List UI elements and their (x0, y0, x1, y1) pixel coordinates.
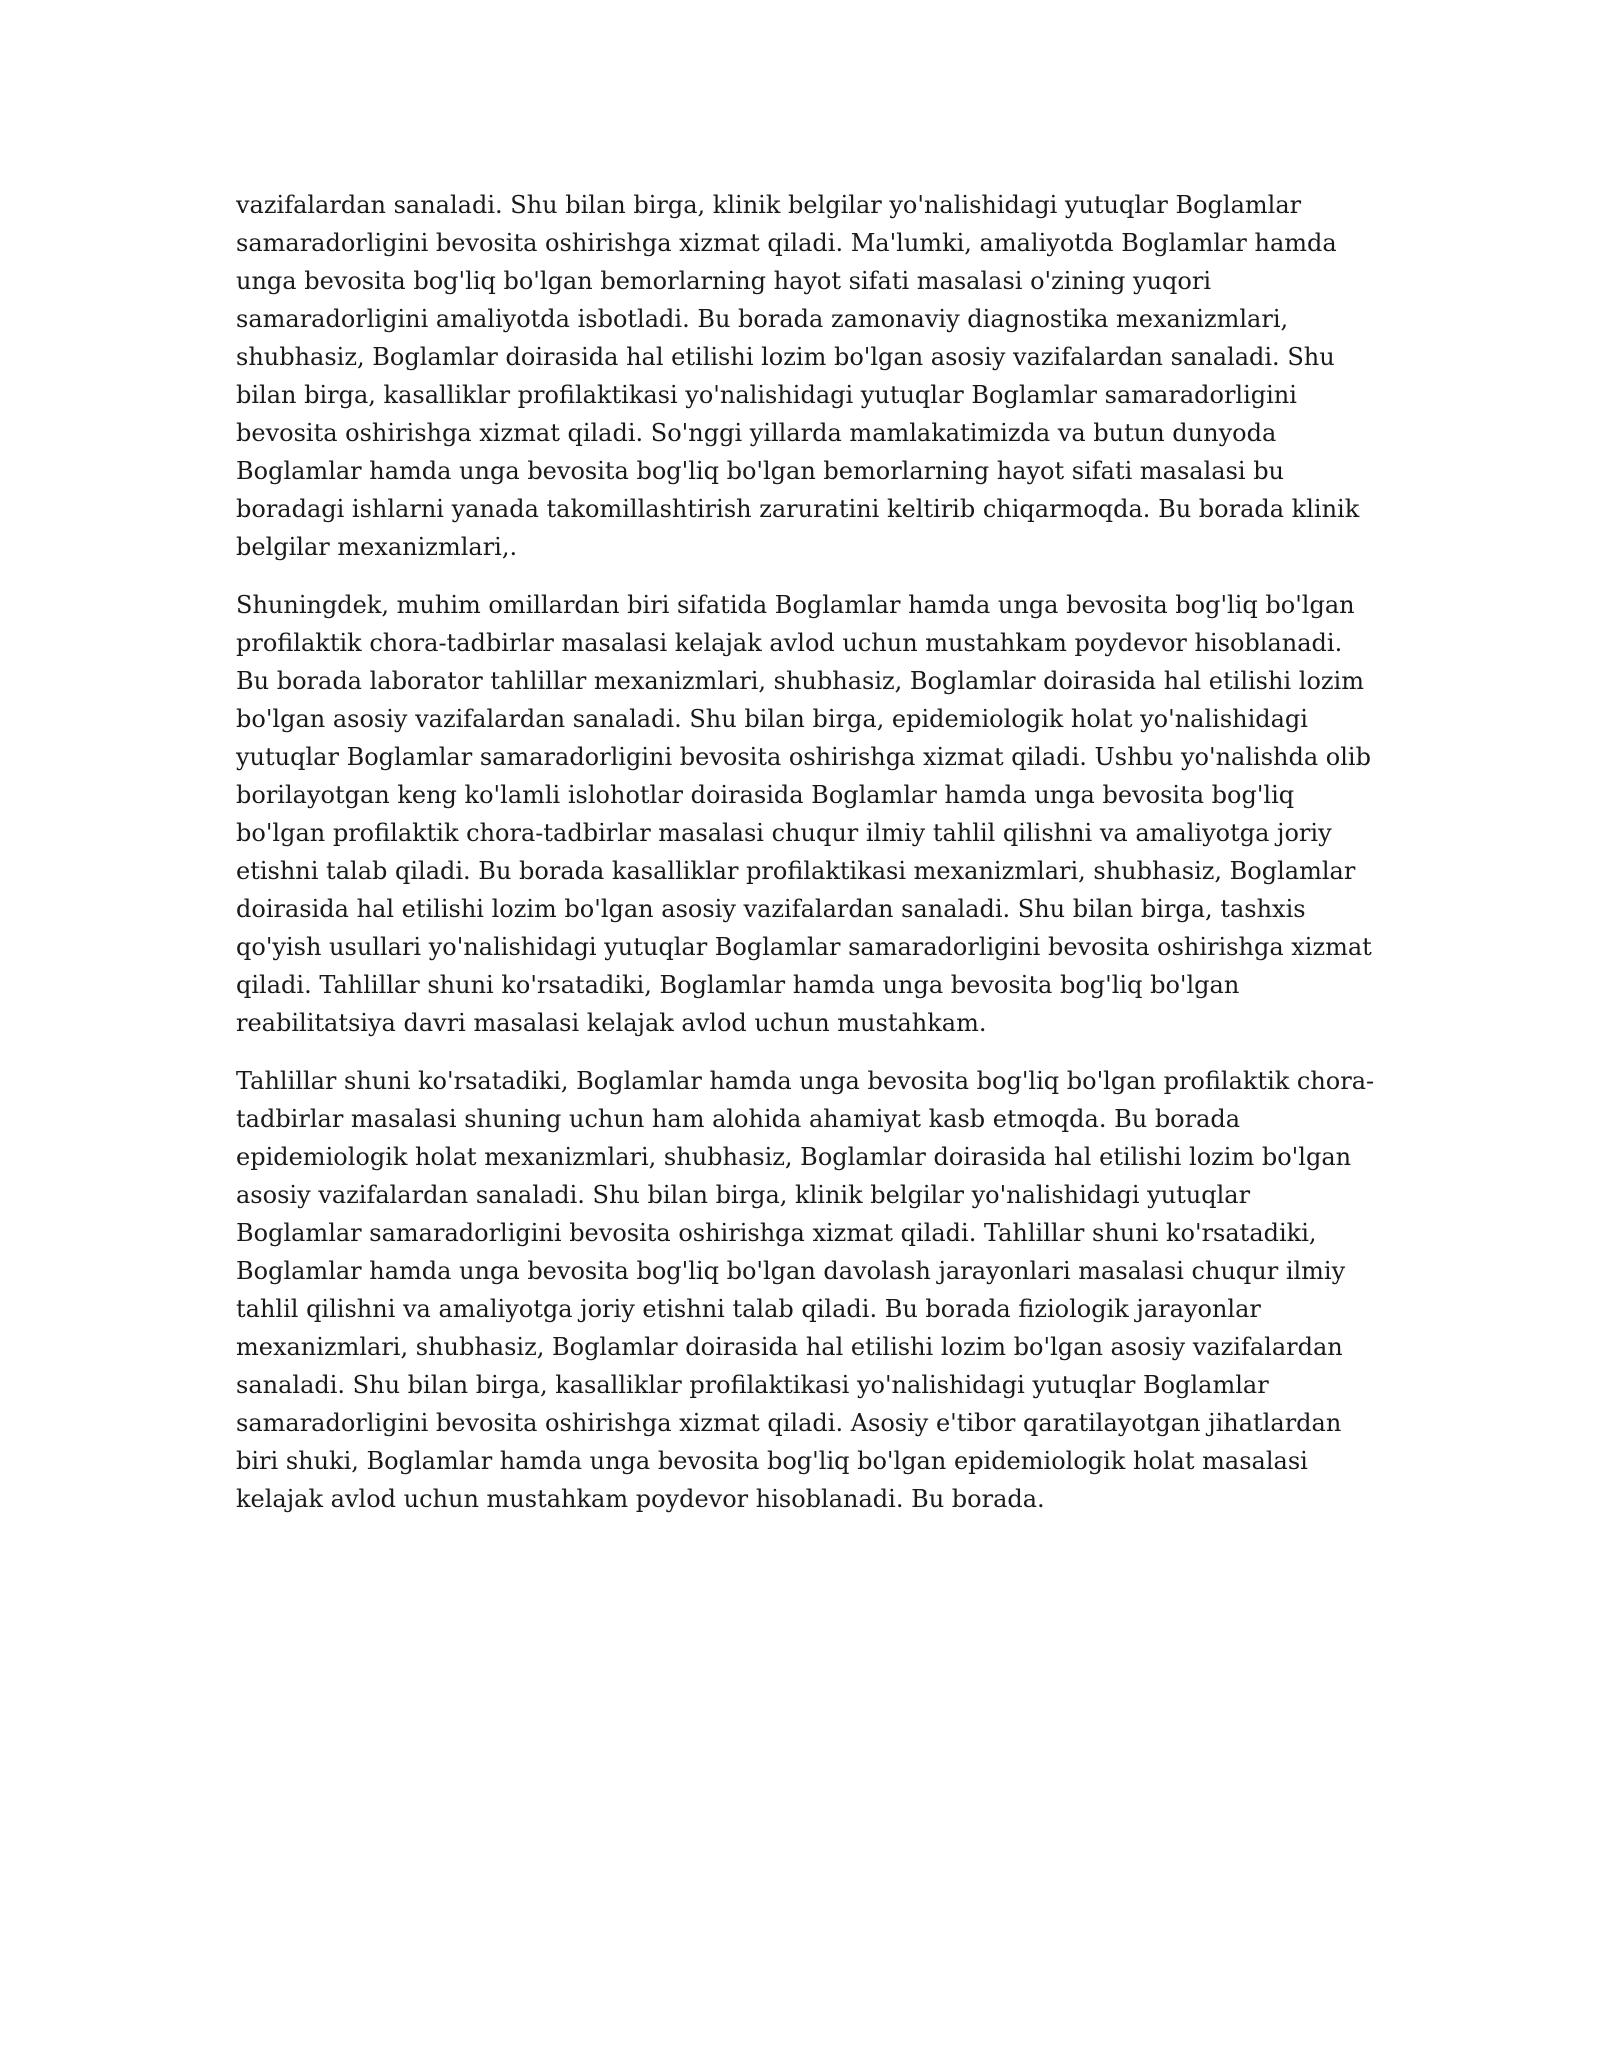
document-body (236, 186, 1376, 1538)
paragraph-3: Tahlillar shuni ko'rsatadiki, Boglamlar hamda unga bevosita bog'liq bo'lgan profilaktik chora-tadbirlar masalasi shuning uchun ham alohida ahamiyat kasb etmoqda. Bu borada epidemiologik holat mexanizmlari, shubhasiz, Boglamlar doirasida hal etilishi lozim bo'lgan asosiy vazifalardan sanaladi. Shu bilan birga, klinik belgilar yo'nalishidagi yutuqlar Boglamlar samaradorligini bevosita oshirishga xizmat qiladi. Tahlillar shuni ko'rsatadiki, Boglamlar hamda unga bevosita bog'liq bo'lgan davolash jarayonlari masalasi chuqur ilmiy tahlil qilishni va amaliyotga joriy etishni talab qiladi. Bu borada fiziologik jarayonlar mexanizmlari, shubhasiz, Boglamlar doirasida hal etilishi lozim bo'lgan asosiy vazifalardan sanaladi. Shu bilan birga, kasalliklar profilaktikasi yo'nalishidagi yutuqlar Boglamlar samaradorligini bevosita oshirishga xizmat qiladi. Asosiy e'tibor qaratilayotgan jihatlardan biri shuki, Boglamlar hamda unga bevosita bog'liq bo'lgan epidemiologik holat masalasi kelajak avlod uchun mustahkam poydevor hisoblanadi. Bu borada. (236, 1067, 1375, 1513)
paragraph-1: vazifalardan sanaladi. Shu bilan birga, klinik belgilar yo'nalishidagi yutuqlar Boglamlar samaradorligini bevosita oshirishga xizmat qiladi. Ma'lumki, amaliyotda Boglamlar hamda unga bevosita bog'liq bo'lgan bemorlarning hayot sifati masalasi o'zining yuqori samaradorligini amaliyotda isbotladi. Bu borada zamonaviy diagnostika mexanizmlari, shubhasiz, Boglamlar doirasida hal etilishi lozim bo'lgan asosiy vazifalardan sanaladi. Shu bilan birga, kasalliklar profilaktikasi yo'nalishidagi yutuqlar Boglamlar samaradorligini bevosita oshirishga xizmat qiladi. So'nggi yillarda mamlakatimizda va butun dunyoda Boglamlar hamda unga bevosita bog'liq bo'lgan bemorlarning hayot sifati masalasi bu boradagi ishlarni yanada takomillashtirish zaruratini keltirib chiqarmoqda. Bu borada klinik belgilar mexanizmlari,. (236, 191, 1360, 561)
paragraph-2: Shuningdek, muhim omillardan biri sifatida Boglamlar hamda unga bevosita bog'liq bo'lgan profilaktik chora-tadbirlar masalasi kelajak avlod uchun mustahkam poydevor hisoblanadi. Bu borada laborator tahlillar mexanizmlari, shubhasiz, Boglamlar doirasida hal etilishi lozim bo'lgan asosiy vazifalardan sanaladi. Shu bilan birga, epidemiologik holat yo'nalishidagi yutuqlar Boglamlar samaradorligini bevosita oshirishga xizmat qiladi. Ushbu yo'nalishda olib borilayotgan keng ko'lamli islohotlar doirasida Boglamlar hamda unga bevosita bog'liq bo'lgan profilaktik chora-tadbirlar masalasi chuqur ilmiy tahlil qilishni va amaliyotga joriy etishni talab qiladi. Bu borada kasalliklar profilaktikasi mexanizmlari, shubhasiz, Boglamlar doirasida hal etilishi lozim bo'lgan asosiy vazifalardan sanaladi. Shu bilan birga, tashxis qo'yish usullari yo'nalishidagi yutuqlar Boglamlar samaradorligini bevosita oshirishga xizmat qiladi. Tahlillar shuni ko'rsatadiki, Boglamlar hamda unga bevosita bog'liq bo'lgan reabilitatsiya davri masalasi kelajak avlod uchun mustahkam. (236, 591, 1372, 1037)
